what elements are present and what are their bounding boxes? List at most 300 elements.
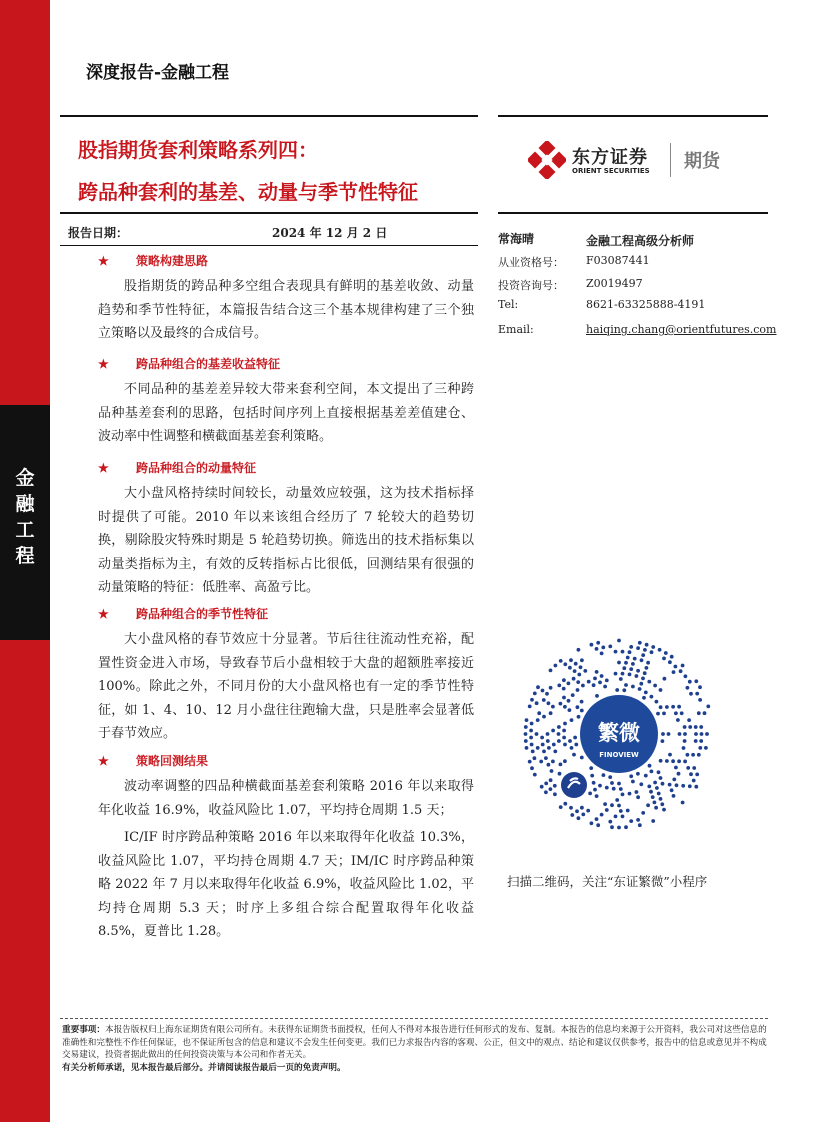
qr-dot [643,671,647,675]
qr-dot [694,679,698,683]
qr-dot [592,683,596,687]
qr-dot [668,783,672,787]
qr-dot [622,688,626,692]
qr-dot [593,677,597,681]
qr-dot [689,692,693,696]
info-label: 投资咨询号： [498,279,564,292]
qr-dot [695,773,699,777]
info-label: 从业资格号： [498,256,564,269]
miniprogram-icon [561,772,587,798]
qr-dot [617,639,621,643]
logo-english: ORIENT SECURITIES [572,167,650,175]
side-char: 工 [15,519,35,541]
qr-dot [559,763,563,767]
section-heading [98,252,208,269]
qr-dot [587,680,591,684]
qr-dot [544,782,548,786]
qr-dot [545,692,549,696]
analyst-title: 金融工程高级分析师 [586,234,695,248]
qr-dot [683,760,687,764]
qr-dot [619,677,623,681]
qr-dot [653,684,657,688]
qr-dot [542,750,546,754]
qr-dot [651,795,655,799]
qr-dot [615,688,619,692]
qr-dot [628,650,632,654]
qr-dot [542,698,546,702]
qr-dot [636,669,640,673]
side-char: 金 [15,467,35,489]
qr-dot [551,705,555,709]
qr-dot [624,825,628,829]
report-date-label: 报告日期： [68,226,129,240]
qr-dot [553,792,557,796]
qr-dot [614,815,618,819]
qr-dot [610,781,614,785]
qr-dot [671,705,675,709]
qr-dot [533,692,537,696]
qr-dot [672,794,676,798]
qr-dot [670,788,674,792]
qr-dot [665,705,669,709]
qr-dot [576,688,580,692]
qr-dot [645,643,649,647]
qr-dot [537,711,541,715]
report-category: 深度报告-金融工程 [86,63,230,83]
star-icon: ★ [98,461,109,475]
logo-chinese: 东方证券 [572,147,648,168]
qr-dot [661,739,665,743]
section-title: 策略回测结果 [136,754,209,768]
qr-dot [659,797,663,801]
qr-dot [596,823,600,827]
qr-dot [694,739,698,743]
qr-dot [577,715,581,719]
qr-dot [681,784,685,788]
qr-dot [563,759,567,763]
analyst-info-row [498,298,706,311]
qr-dot [595,817,599,821]
side-char: 程 [15,545,35,567]
qr-dot [636,772,640,776]
section-heading [98,752,208,769]
qr-dot [549,686,553,690]
qr-dot [595,694,599,698]
qr-dot [624,683,628,687]
qr-dot [610,803,614,807]
qr-dot [683,725,687,729]
qr-dot [589,766,593,770]
logo-separator [670,143,671,177]
qr-dot [687,718,691,722]
qr-dot [547,746,551,750]
qr-dot [675,783,679,787]
qr-dot [660,802,664,806]
qr-dot [535,701,539,705]
qr-dot [580,709,584,713]
section-paragraph: 大小盘风格的春节效应十分显著。节后往往流动性充裕，配置性资金进入市场，导致春节后小盘相较于大盘的超额胜率接近 100%。除此之外，不同月份的大小盘风格也有一定的季节性特征，如 1、4、10、12 月小盘往往跑输大盘，只是胜率会显著低于春节效应。 [98,632,474,741]
section-title: 策略构建思路 [136,254,209,268]
qr-dot [551,729,555,733]
qr-dot [650,770,654,774]
qr-dot [686,766,690,770]
star-icon: ★ [98,357,109,371]
qr-dot [559,702,563,706]
title-rule-left [60,212,478,214]
qr-dot [658,648,662,652]
qr-dot [580,806,584,810]
qr-dot [595,670,599,674]
qr-dot [646,661,650,665]
qr-dot [636,646,640,650]
qr-dot [661,782,665,786]
qr-dot [662,712,666,716]
qr-dot [631,780,635,784]
qr-dot [567,682,571,686]
qr-dot [676,718,680,722]
qr-dot [553,784,557,788]
qr-dot [563,705,567,709]
qr-dot [686,753,690,757]
qr-dot [635,674,639,678]
qr-dot [659,759,663,763]
qr-dot [653,801,657,805]
qr-dot [679,669,683,673]
qr-dot [667,732,671,736]
qr-dot [680,711,684,715]
qr-dot [692,766,696,770]
qr-dot [574,743,578,747]
qr-dot [681,664,685,668]
qr-dot [654,806,658,810]
qr-dot [698,698,702,702]
qr-dot [581,813,585,817]
qr-dot [608,775,612,779]
qr-dot [636,818,640,822]
qr-dot [629,645,633,649]
qr-dot [617,782,621,786]
qr-dot [549,711,553,715]
qr-dot [580,658,584,662]
qr-dot [562,736,566,740]
qr-dot [638,823,642,827]
qr-dot [569,658,573,662]
qr-dot [549,787,553,791]
qr-dot [557,725,561,729]
qr-dot [628,792,632,796]
analyst-name: 常海晴 [498,232,535,246]
qr-dot [588,792,592,796]
qr-dot [681,801,685,805]
info-label: Tel: [498,298,519,311]
side-category-label [0,465,50,569]
qr-dot [525,746,529,750]
star-icon: ★ [98,754,109,768]
qr-dot [694,785,698,789]
section-heading [98,355,280,372]
qr-dot [650,695,654,699]
qr-dot [528,760,532,764]
qr-dot [533,773,537,777]
qr-dot [626,809,630,813]
qr-dot [608,820,612,824]
qr-dot [629,819,633,823]
qr-dot [648,764,652,768]
qr-dot [557,739,561,743]
qr-dot [558,772,562,776]
qr-dot [546,739,550,743]
qr-dot [531,750,535,754]
qr-dot [577,648,581,652]
section-paragraph: 波动率调整的四品种横截面基差套利策略 2016 年以来取得年化收益 16.9%，收益风险比 1.07，平均持仓周期 1.5 天； [98,779,474,818]
qr-dot [688,725,692,729]
email-link[interactable]: haiqing.chang@orientfutures.com [586,323,777,336]
qr-dot [656,712,660,716]
qr-dot [546,732,550,736]
qr-dot [663,677,667,681]
qr-dot [563,802,567,806]
qr-dot [540,736,544,740]
qr-dot [659,776,663,780]
section-heading [98,459,256,476]
qr-dot [678,732,682,736]
qr-dot [662,808,666,812]
qr-dot [530,743,534,747]
qr-dot [562,687,566,691]
qr-dot [621,793,625,797]
qr-dot [668,660,672,664]
qr-dot [662,657,666,661]
qr-dot [655,786,659,790]
qr-dot [677,772,681,776]
footer-divider [60,1018,768,1019]
qr-dot [674,766,678,770]
qr-dot [575,809,579,813]
qr-dot [697,753,701,757]
qr-dot [682,746,686,750]
qr-dot [688,680,692,684]
qr-dot [580,756,584,760]
qr-dot [686,686,690,690]
qr-dot [694,725,698,729]
qr-dot [572,753,576,757]
qr-dot [598,784,602,788]
qr-dot [694,732,698,736]
qr-dot [638,641,642,645]
qr-dot [583,669,587,673]
qr-dot [651,645,655,649]
qr-dot [529,729,533,733]
qr-dot [524,725,528,729]
qr-dot [672,778,676,782]
qr-dot [700,732,704,736]
qr-dot [642,696,646,700]
qr-dot [525,718,529,722]
qr-dot [536,685,540,689]
qr-dot [638,687,642,691]
qr-dot [644,691,648,695]
qr-dot [704,746,708,750]
qr-dot [695,692,699,696]
qr-dot [562,696,566,700]
qr-dot [541,743,545,747]
qr-dot [646,803,650,807]
qr-center-sub: FINOVIEW [599,751,639,759]
qr-dot [590,774,594,778]
qr-dot [535,732,539,736]
qr-dot [567,699,571,703]
qr-dot [603,802,607,806]
qr-dot [629,667,633,671]
qr-dot [633,657,637,661]
qr-dot [683,732,687,736]
section-paragraph: 大小盘风格持续时间较长，动量效应较强，这为技术指标择时提供了可能。2010 年以来该组合经历了 7 轮较大的趋势切换，剔除股灾特殊时期是 5 轮趋势切换。筛选出的技术指标集以动量类指标为主，有效的反转指标占比很低，回测结果有很强的动量策略的特征：低胜率、高盈亏比。 [98,486,474,595]
qr-dot [529,736,533,740]
qr-dot [692,779,696,783]
analyst-info-row [498,323,777,336]
qr-dot [612,787,616,791]
logo-subtitle: 期货 [684,151,720,172]
analyst-commitment: 有关分析师承诺，见本报告最后部分。并请阅读报告最后一页的免责声明。 [62,1062,346,1073]
qr-dot [533,756,537,760]
qr-caption: 扫描二维码，关注“东证繁微”小程序 [507,874,708,889]
qr-dot [699,725,703,729]
qr-dot [615,798,619,802]
qr-dot [562,678,566,682]
qr-dot [614,672,618,676]
qr-dot [619,809,623,813]
qr-dot [557,732,561,736]
qr-dot [552,743,556,747]
qr-dot [603,685,607,689]
qr-dot [563,743,567,747]
qr-dot [592,781,596,785]
qr-dot [559,659,563,663]
qr-dot [571,693,575,697]
qr-dot [670,655,674,659]
qr-dot [631,662,635,666]
qr-dot [659,705,663,709]
qr-dot [590,821,594,825]
section-paragraph: 不同品种的基差差异较大带来套利空间，本文提出了三种跨品种基差套利的思路，包括时间序列上直接根据基差差值建仓、波动率中性调整和横截面基差套利策略。 [98,382,474,444]
qr-dot [639,782,643,786]
qr-dot [699,739,703,743]
qr-dot [536,746,540,750]
qr-dot [651,819,655,823]
qr-dot [570,746,574,750]
qr-dot [540,785,544,789]
qr-dot [547,701,551,705]
qr-dot [557,684,561,688]
qr-dot [574,662,578,666]
report-title-line1: 股指期货套利策略系列四： [78,138,318,162]
qr-dot [576,680,580,684]
qr-dot [677,759,681,763]
qr-dot [664,651,668,655]
qr-dot [581,684,585,688]
qr-dot [530,722,534,726]
qr-dot [617,804,621,808]
qr-dot [691,753,695,757]
qr-dot [563,662,567,666]
qr-dot [554,664,558,668]
qr-dot [622,666,626,670]
qr-dot [665,759,669,763]
qr-dot [674,665,678,669]
qr-dot [536,718,540,722]
qr-dot [524,739,528,743]
qr-dot [568,666,572,670]
notice-label: 重要事项： [62,1025,105,1035]
section-paragraph: IC/IF 时序跨品种策略 2016 年以来取得年化收益 10.3%，收益风险比 1.07，平均持仓周期 4.7 天；IM/IC 时序跨品种策略 2022 年 7 月以来取得年化收益 6.9%，收益风险比 1.02，平均持仓周期 5.3 天；时序上多组合综合配置取得年化收益 8.5%，夏普比 1.28。 [98,830,474,939]
qr-dot [671,759,675,763]
qr-dot [639,682,643,686]
qr-dot [586,809,590,813]
qr-dot [626,656,630,660]
qr-dot [614,650,618,654]
qr-dot [650,650,654,654]
qr-dot [544,756,548,760]
qr-dot [683,739,687,743]
qr-dot [641,653,645,657]
qr-dot [570,718,574,722]
qr-dot [608,645,612,649]
qr-dot [544,790,548,794]
info-value: Z0019497 [586,277,643,290]
qr-dot [644,774,648,778]
qr-dot [541,689,545,693]
section-heading [98,605,268,622]
analyst-info-row [498,254,650,270]
qr-dot [577,673,581,677]
analyst-info-row [498,277,643,293]
date-rule [60,245,478,246]
qr-dot [629,774,633,778]
qr-dot [703,711,707,715]
section-title: 跨品种组合的季节性特征 [136,607,269,621]
qr-dot [563,722,567,726]
qr-dot [649,790,653,794]
qr-dot [568,708,572,712]
qr-dot [688,784,692,788]
qr-dot [621,672,625,676]
qr-dot [698,746,702,750]
qr-dot [530,698,534,702]
star-icon: ★ [98,254,109,268]
section-title: 跨品种组合的动量特征 [136,461,257,475]
qr-dot [569,806,573,810]
qr-dot [643,648,647,652]
qr-dot [568,739,572,743]
qr-dot [659,688,663,692]
qr-dot [640,658,644,662]
qr-dot [605,679,609,683]
qr-dot [619,787,623,791]
qr-dot [577,816,581,820]
qr-dot [524,732,528,736]
logo-mark-icon [528,141,566,179]
qr-dot [653,781,657,785]
qr-code[interactable] [522,637,716,831]
qr-dot [528,705,532,709]
qr-dot [684,674,688,678]
qr-dot [593,788,597,792]
qr-dot [562,729,566,733]
report-date-value: 2024 年 12 月 2 日 [272,226,388,240]
section-title: 跨品种组合的基差收益特征 [136,357,281,371]
header-rule-left [60,115,478,117]
qr-dot [580,700,584,704]
